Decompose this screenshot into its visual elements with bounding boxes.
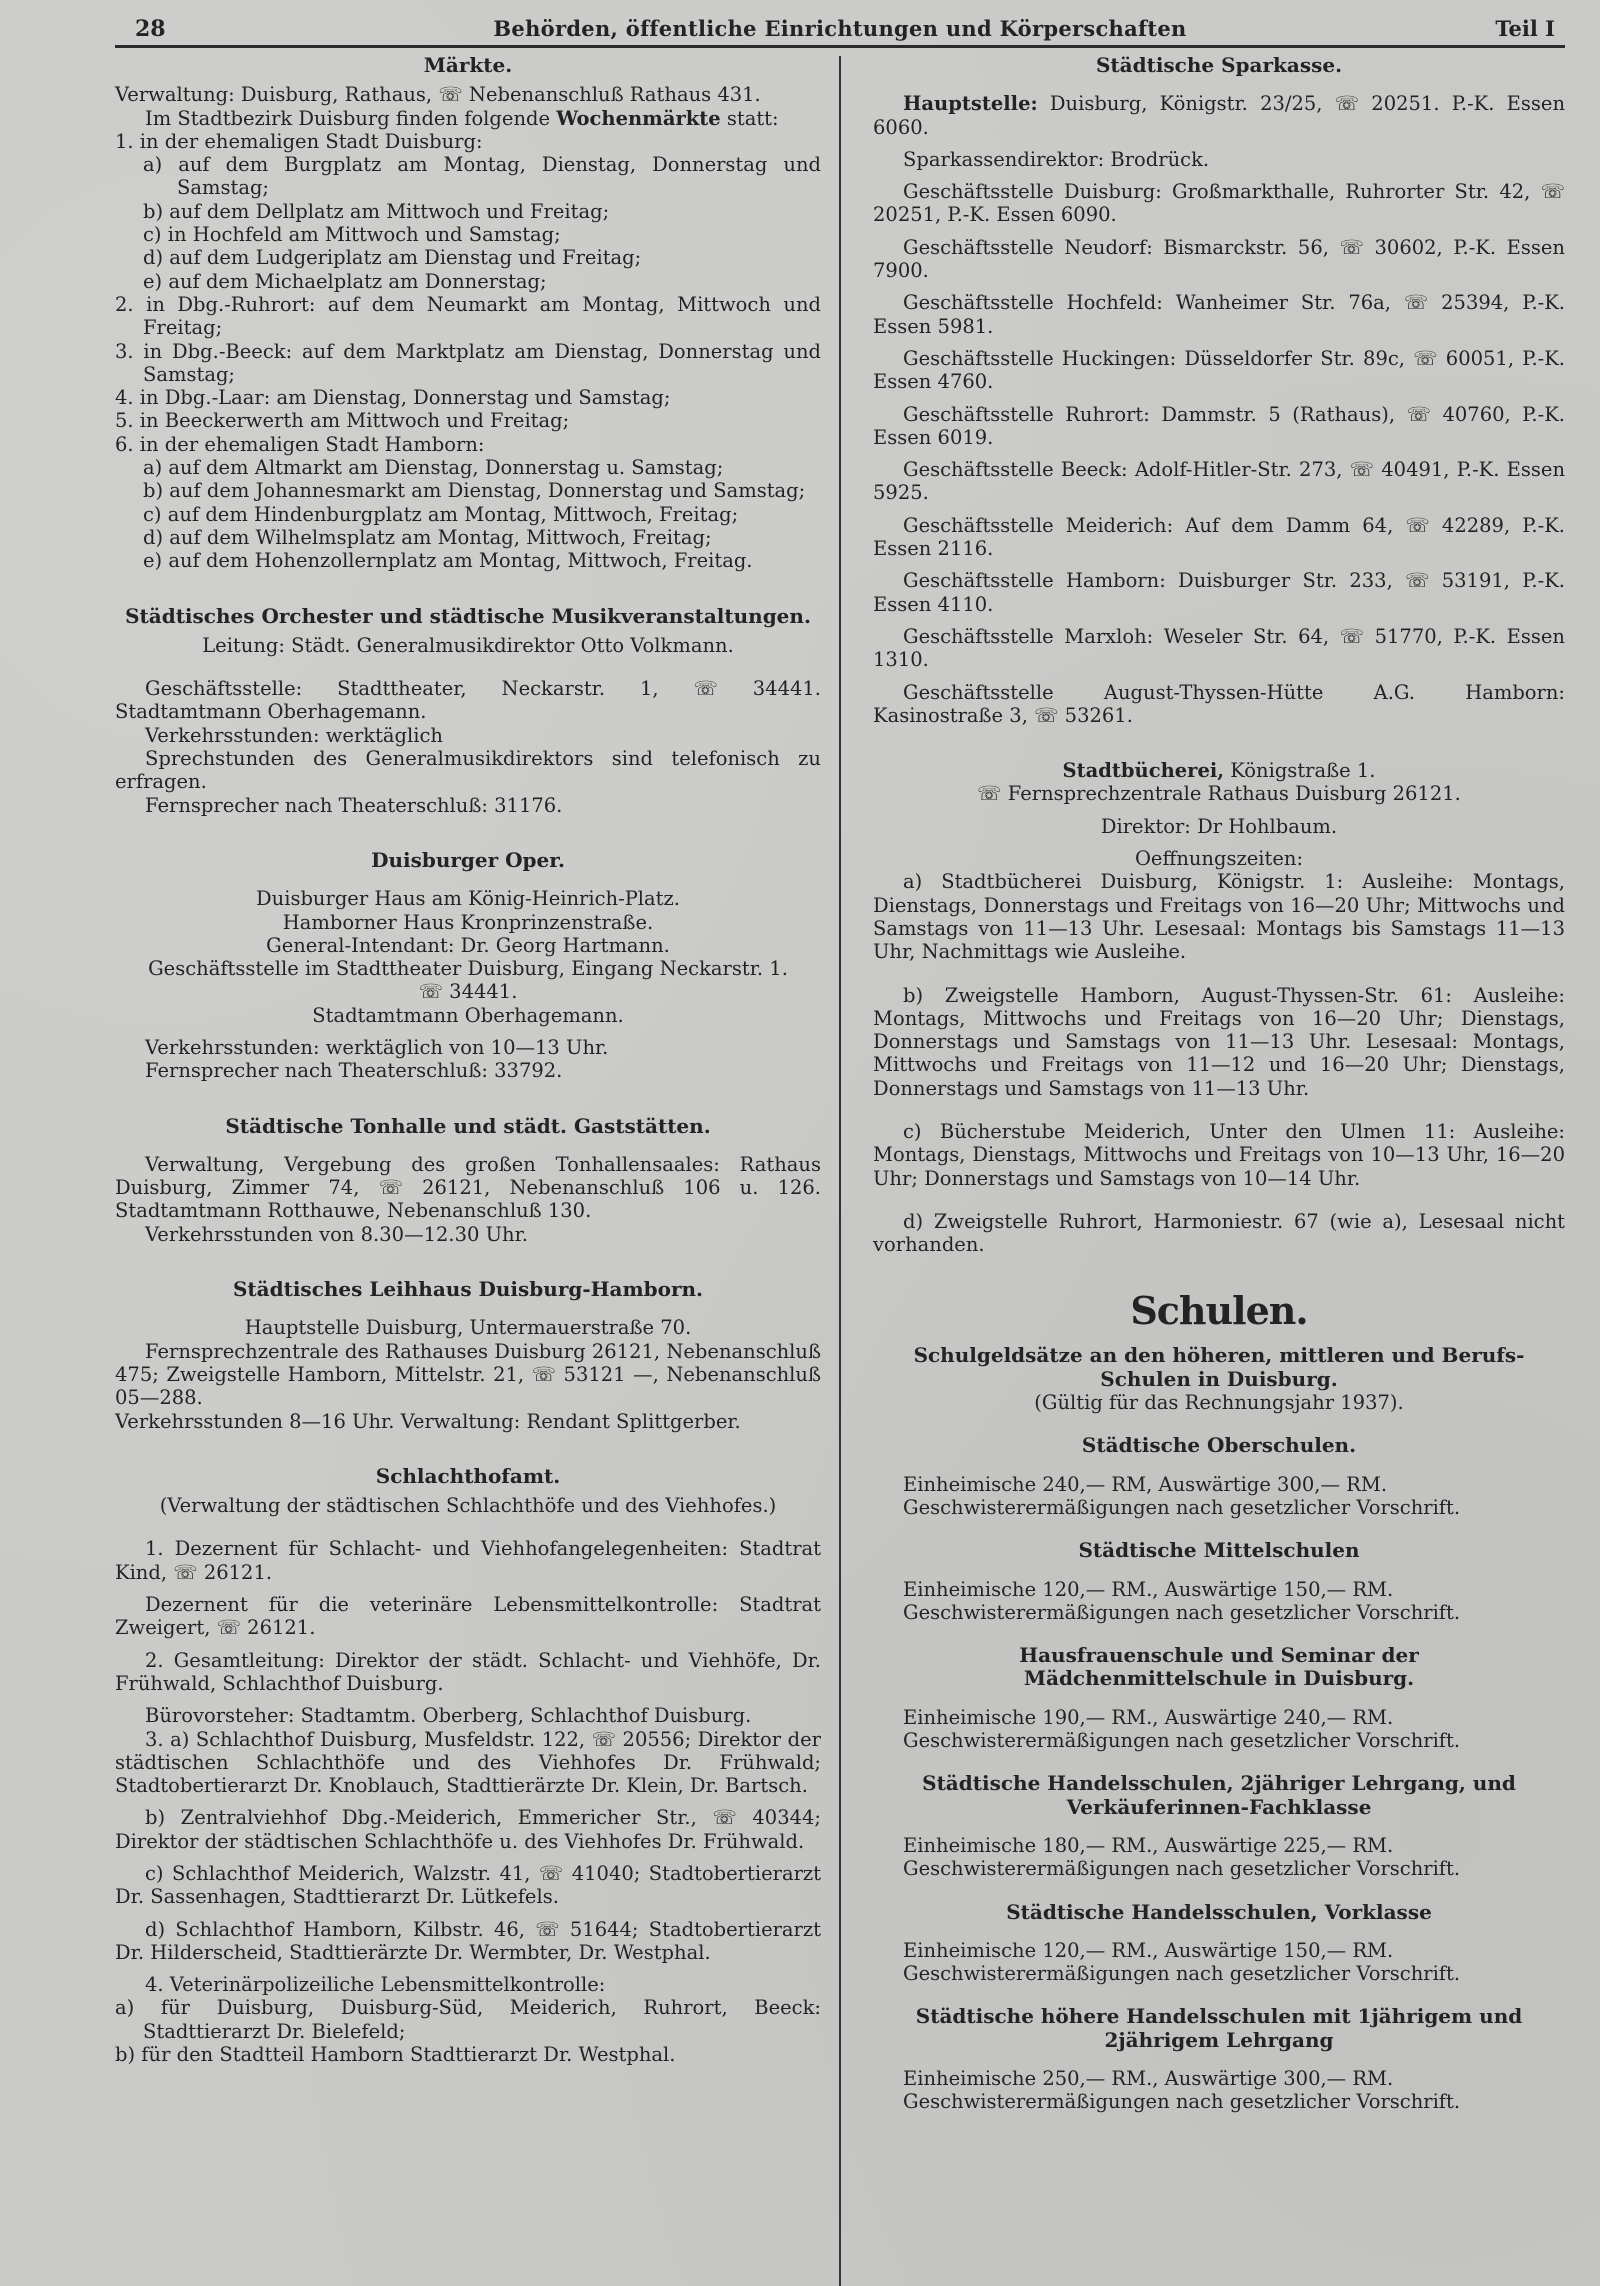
branch-entry: Geschäftsstelle Hamborn: Duisburger Str. 233, ☏ 53191, P.-K. Essen 4110. <box>873 569 1565 616</box>
spacer <box>873 1519 1565 1539</box>
phone-line: Fernsprecher nach Theaterschluß: 31176. <box>145 793 563 817</box>
section-heading: Städtisches Orchester und städtische Musikveranstaltungen. <box>125 603 811 628</box>
opening-hours-entry: c) Bücherstube Meiderich, Unter den Ulmen 11: Ausleihe: Montags, Dienstags, Mittwochs und Freitags von 10—13 Uhr, 16—20 Uhr; Donnerstags und Samstags von 10—14 Uhr. <box>873 1119 1565 1190</box>
header-rule <box>115 45 1565 48</box>
hours-line: Verkehrsstunden 8—16 Uhr. Verwaltung: Rendant Splittgerber. <box>115 1409 741 1433</box>
intro-line <box>115 107 821 130</box>
market-item: b) auf dem Dellplatz am Mittwoch und Freitag; <box>143 199 610 223</box>
phone-line: ☏ Fernsprechzentrale Rathaus Duisburg 26121. <box>977 782 1461 806</box>
school-note: Geschwisterermäßigungen nach gesetzlicher Vorschrift. <box>903 1495 1461 1519</box>
school-note: Geschwisterermäßigungen nach gesetzlicher Vorschrift. <box>903 2090 1461 2114</box>
branches-list <box>873 171 1565 727</box>
school-heading: Städtische Handelsschulen, 2jähriger Lehrgang, und Verkäuferinnen-Fachklasse <box>922 1771 1516 1819</box>
market-item: b) auf dem Johannesmarkt am Dienstag, Donnerstag und Samstag; <box>143 479 806 503</box>
oper-line: General-Intendant: Dr. Georg Hartmann. <box>266 933 670 957</box>
spacer <box>873 1569 1565 1578</box>
opening-hours-list <box>873 870 1565 1256</box>
market-item: e) auf dem Michaelplatz am Donnerstag; <box>143 269 547 293</box>
section-heading: Duisburger Oper. <box>371 847 565 872</box>
branch-entry: Geschäftsstelle Ruhrort: Dammstr. 5 (Rathaus), ☏ 40760, P.-K. Essen 6019. <box>873 402 1565 449</box>
intro-text: Im Stadtbezirk Duisburg finden folgende <box>145 106 557 130</box>
oper-line: Duisburger Haus am König-Heinrich-Platz. <box>256 887 680 911</box>
school-note: Geschwisterermäßigungen nach gesetzlicher Vorschrift. <box>903 1962 1461 1986</box>
section-heading: Schlachthofamt. <box>375 1463 561 1488</box>
school-fees: Einheimische 120,— RM., Auswärtige 150,— RM. <box>903 1938 1394 1962</box>
left-column <box>115 54 821 2066</box>
spacer <box>873 1100 1565 1120</box>
school-fee-list <box>873 1414 1565 2113</box>
director-line: Sparkassendirektor: Brodrück. <box>903 147 1210 171</box>
school-heading: Städtische Handelsschulen, Vorklasse <box>1006 1899 1432 1924</box>
spacer <box>873 282 1565 291</box>
oper-line: Geschäftsstelle im Stadttheater Duisburg, Eingang Neckarstr. 1. <box>148 957 788 981</box>
oper-line: Stadtamtmann Oberhagemann. <box>312 1003 624 1027</box>
intro-tail: statt: <box>720 106 779 130</box>
spacer <box>873 394 1565 403</box>
heading-bold: Stadtbücherei, <box>1062 759 1225 783</box>
spacer <box>115 1964 821 1973</box>
school-fees: Einheimische 120,— RM., Auswärtige 150,— RM. <box>903 1577 1394 1601</box>
section-orchester <box>115 605 821 817</box>
spacer <box>115 1853 821 1862</box>
control-item: b) für den Stadtteil Hamborn Stadttierarzt Dr. Westphal. <box>115 2043 676 2067</box>
school-heading: Städtische Mittelschulen <box>1078 1538 1360 1563</box>
schlachthof-paragraphs <box>115 1537 821 1996</box>
school-fees: Einheimische 180,— RM., Auswärtige 225,— RM. <box>903 1833 1394 1857</box>
opening-hours-entry: d) Zweigstelle Ruhrort, Harmoniestr. 67 (wie a), Lesesaal nicht vorhanden. <box>873 1209 1565 1257</box>
market-item: 2. in Dbg.-Ruhrort: auf dem Neumarkt am Montag, Mittwoch und Freitag; <box>115 292 821 340</box>
section-schlachthof <box>115 1465 821 2067</box>
market-item: 6. in der ehemaligen Stadt Hamborn: <box>115 432 485 456</box>
spacer <box>873 672 1565 681</box>
branch-entry: Geschäftsstelle August-Thyssen-Hütte A.G. Hamborn: Kasinostraße 3, ☏ 53261. <box>873 680 1565 727</box>
hours-heading: Oeffnungszeiten: <box>1134 847 1304 871</box>
spacer <box>115 1640 821 1649</box>
section-maerkte <box>115 54 821 573</box>
right-column <box>873 54 1565 2114</box>
market-item: d) auf dem Wilhelmsplatz am Montag, Mittwoch, Freitag; <box>143 525 712 549</box>
heading-rest: Königstraße 1. <box>1224 759 1376 783</box>
section-heading: Märkte. <box>423 53 513 77</box>
market-item: d) auf dem Ludgeriplatz am Dienstag und Freitag; <box>143 246 642 270</box>
section-tonhalle <box>115 1115 821 1246</box>
running-head <box>115 14 1565 46</box>
leitung-line: Leitung: Städt. Generalmusikdirektor Otto Volkmann. <box>202 633 734 657</box>
section-heading: Städtische Tonhalle und städt. Gaststätten. <box>225 1113 711 1138</box>
opening-hours-entry: b) Zweigstelle Hamborn, August-Thyssen-Str. 61: Ausleihe: Montags, Mittwochs und Freitags von 16—20 Uhr; Dienstags, Donnerstags und Samstags von 11—13 Uhr. Lesesaal: Montags, Mittwochs und Freitags von 11—12 und 16—20 Uhr; Dienstags, Donnerstags und Samstags von 11—13 Uhr. <box>873 983 1565 1100</box>
spacer <box>873 1881 1565 1901</box>
section-subheading: (Verwaltung der städtischen Schlachthöfe und des Viehhofes.) <box>159 1494 777 1518</box>
school-heading: Städtische Oberschulen. <box>1081 1433 1357 1458</box>
spacer <box>873 964 1565 984</box>
spacer <box>873 2058 1565 2067</box>
main-office-text: Duisburg, Königstr. 23/25, ☏ 20251. P.-K. Essen 6060. <box>873 92 1565 139</box>
section-buecherei <box>873 759 1565 1256</box>
spacer <box>115 1584 821 1593</box>
market-item: c) in Hochfeld am Mittwoch und Samstag; <box>143 223 561 247</box>
section-heading: Städtisches Leihhaus Duisburg-Hamborn. <box>232 1277 704 1302</box>
section-leihhaus <box>115 1278 821 1433</box>
spacer <box>873 1825 1565 1834</box>
school-fees: Einheimische 250,— RM., Auswärtige 300,— RM. <box>903 2067 1394 2090</box>
main-office-label: Hauptstelle: <box>903 92 1038 116</box>
schlachthof-paragraph: b) Zentralviehhof Dbg.-Meiderich, Emmericher Str., ☏ 40344; Direktor der städtischen Schlachthöfe u. des Viehhofes Dr. Frühwald. <box>115 1806 821 1853</box>
control-item: a) für Duisburg, Duisburg-Süd, Meiderich, Ruhrort, Beeck: Stadttierarzt Dr. Bielefeld; <box>115 1996 821 2043</box>
column-rule <box>839 56 841 2286</box>
market-item: 4. in Dbg.-Laar: am Dienstag, Donnerstag und Samstag; <box>115 386 671 410</box>
market-item: 5. in Beeckerwerth am Mittwoch und Freitag; <box>115 409 570 433</box>
spacer <box>115 1909 821 1918</box>
section-heading: Schulen. <box>1130 1288 1308 1334</box>
director-line: Direktor: Dr Hohlbaum. <box>1100 814 1338 838</box>
spacer <box>873 1464 1565 1473</box>
school-fees: Einheimische 190,— RM., Auswärtige 240,— RM. <box>903 1705 1394 1729</box>
spacer <box>873 449 1565 458</box>
schlachthof-paragraph: Dezernent für die veterinäre Lebensmittelkontrolle: Stadtrat Zweigert, ☏ 26121. <box>115 1593 821 1640</box>
school-note: Geschwisterermäßigungen nach gesetzlicher Vorschrift. <box>903 1600 1461 1624</box>
school-note: Geschwisterermäßigungen nach gesetzlicher Vorschrift. <box>903 1857 1461 1881</box>
intro-bold: Wochenmärkte <box>556 106 721 130</box>
branch-entry: Geschäftsstelle Duisburg: Großmarkthalle, Ruhrorter Str. 42, ☏ 20251, P.-K. Essen 6090. <box>873 180 1565 227</box>
spacer <box>873 1697 1565 1706</box>
market-item: c) auf dem Hindenburgplatz am Montag, Mittwoch, Freitag; <box>143 502 739 526</box>
part-label: Teil I <box>1495 16 1555 41</box>
market-item: 3. in Dbg.-Beeck: auf dem Marktplatz am Dienstag, Donnerstag und Samstag; <box>115 339 821 386</box>
market-item: a) auf dem Altmarkt am Dienstag, Donnerstag u. Samstag; <box>143 456 724 480</box>
section-heading <box>873 759 1565 782</box>
markets-list <box>115 130 821 573</box>
spacer <box>873 338 1565 347</box>
market-item: e) auf dem Hohenzollernplatz am Montag, Mittwoch, Freitag. <box>143 549 753 573</box>
branch-entry: Geschäftsstelle Neudorf: Bismarckstr. 56, ☏ 30602, P.-K. Essen 7900. <box>873 235 1565 283</box>
spacer <box>873 1624 1565 1644</box>
schlachthof-paragraph: d) Schlachthof Hamborn, Kilbstr. 46, ☏ 51644; Stadtobertierarzt Dr. Hilderscheid, Stadttierärzte Dr. Wermbter, Dr. Westphal. <box>115 1917 821 1964</box>
market-item: 1. in der ehemaligen Stadt Duisburg: <box>115 129 483 153</box>
school-heading: Hausfrauenschule und Seminar der Mädchenmittelschule in Duisburg. <box>1019 1643 1419 1691</box>
schlachthof-paragraph: c) Schlachthof Meiderich, Walzstr. 41, ☏ 41040; Stadtobertierarzt Dr. Sassenhagen, Stadttierarzt Dr. Lütkefels. <box>115 1862 821 1909</box>
phone-line: Fernsprecher nach Theaterschluß: 33792. <box>145 1059 563 1083</box>
branch-entry: Geschäftsstelle Hochfeld: Wanheimer Str. 76a, ☏ 25394, P.-K. Essen 5981. <box>873 291 1565 338</box>
schlachthof-paragraph: 4. Veterinärpolizeiliche Lebensmittelkontrolle: <box>145 1973 606 1997</box>
spacer <box>873 227 1565 236</box>
section-sparkasse <box>873 54 1565 727</box>
spacer <box>873 1414 1565 1434</box>
spacer <box>873 1930 1565 1939</box>
spacer <box>873 616 1565 625</box>
section-oper <box>115 849 821 1083</box>
spacer <box>873 560 1565 569</box>
office-line: Geschäftsstelle: Stadttheater, Neckarstr. 1, ☏ 34441. Stadtamtmann Oberhagemann. <box>115 677 821 724</box>
spacer <box>873 1985 1565 2005</box>
main-office-line: Hauptstelle Duisburg, Untermauerstraße 70. <box>244 1316 692 1340</box>
running-title: Behörden, öffentliche Einrichtungen und Körperschaften <box>493 16 1187 41</box>
schlachthof-paragraph: 3. a) Schlachthof Duisburg, Musfeldstr. 122, ☏ 20556; Direktor der städtischen Schlachthöfe und des Viehhofes Dr. Frühwald; Stadtobertierarzt Dr. Knoblauch, Stadttierärzte Dr. Klein, Dr. Bartsch. <box>115 1727 821 1798</box>
oper-line: ☏ 34441. <box>418 980 518 1004</box>
section-subheading: Schulgeldsätze an den höheren, mittleren und Berufs-Schulen in Duisburg. <box>913 1343 1525 1391</box>
hours-line: Verkehrsstunden von 8.30—12.30 Uhr. <box>145 1222 528 1246</box>
admin-line: Verwaltung, Vergebung des großen Tonhallensaales: Rathaus Duisburg, Zimmer 74, ☏ 26121, Nebenanschluß 106 u. 126. Stadtamtmann Rotthauwe, Nebenanschluß 130. <box>115 1152 821 1223</box>
section-heading: Städtische Sparkasse. <box>1095 53 1343 77</box>
school-heading: Städtische höhere Handelsschulen mit 1jährigem und 2jährigem Lehrgang <box>915 2004 1523 2052</box>
phone-line: Fernsprechzentrale des Rathauses Duisburg 26121, Nebenanschluß 475; Zweigstelle Hamborn, Mittelstr. 21, ☏ 53121 —, Nebenanschluß 05—288. <box>115 1339 821 1410</box>
validity-line: (Gültig für das Rechnungsjahr 1937). <box>1034 1391 1404 1415</box>
spacer <box>873 505 1565 514</box>
opening-hours-entry: a) Stadtbücherei Duisburg, Königstr. 1: Ausleihe: Montags, Dienstags, Donnerstags und Freitags von 16—20 Uhr; Mittwochs und Samstags von 11—13 Uhr. Lesesaal: Montags bis Samstags 11—13 Uhr, Nachmittags wie Ausleihe. <box>873 870 1565 964</box>
market-item: a) auf dem Burgplatz am Montag, Dienstag, Donnerstag und Samstag; <box>143 153 821 200</box>
admin-line: Verwaltung: Duisburg, Rathaus, ☏ Nebenanschluß Rathaus 431. <box>115 83 761 107</box>
hours-line: Verkehrsstunden: werktäglich von 10—13 Uhr. <box>145 1035 609 1059</box>
branch-entry: Geschäftsstelle Marxloh: Weseler Str. 64, ☏ 51770, P.-K. Essen 1310. <box>873 624 1565 672</box>
spacer <box>873 1752 1565 1772</box>
branch-entry: Geschäftsstelle Beeck: Adolf-Hitler-Str. 273, ☏ 40491, P.-K. Essen 5925. <box>873 458 1565 505</box>
page-number: 28 <box>135 16 166 42</box>
schlachthof-paragraph: 1. Dezernent für Schlacht- und Viehhofangelegenheiten: Stadtrat Kind, ☏ 26121. <box>115 1537 821 1584</box>
spacer <box>115 1695 821 1704</box>
school-note: Geschwisterermäßigungen nach gesetzlicher Vorschrift. <box>903 1729 1461 1753</box>
branch-entry: Geschäftsstelle Huckingen: Düsseldorfer Str. 89c, ☏ 60051, P.-K. Essen 4760. <box>873 346 1565 394</box>
branch-entry: Geschäftsstelle Meiderich: Auf dem Damm 64, ☏ 42289, P.-K. Essen 2116. <box>873 513 1565 561</box>
consult-line: Sprechstunden des Generalmusikdirektors sind telefonisch zu erfragen. <box>115 747 821 794</box>
main-office-line <box>873 92 1565 139</box>
spacer <box>873 1190 1565 1210</box>
spacer <box>115 1797 821 1806</box>
section-schulen <box>873 1288 1565 2113</box>
spacer <box>873 171 1565 180</box>
hours-line: Verkehrsstunden: werktäglich <box>145 723 443 747</box>
school-fees: Einheimische 240,— RM, Auswärtige 300,— RM. <box>903 1472 1388 1496</box>
schlachthof-paragraph: 2. Gesamtleitung: Direktor der städt. Schlacht- und Viehhöfe, Dr. Frühwald, Schlachthof Duisburg. <box>115 1648 821 1695</box>
oper-line: Hamborner Haus Kronprinzenstraße. <box>282 910 654 934</box>
schlachthof-paragraph: Bürovorsteher: Stadtamtm. Oberberg, Schlachthof Duisburg. <box>145 1704 752 1728</box>
